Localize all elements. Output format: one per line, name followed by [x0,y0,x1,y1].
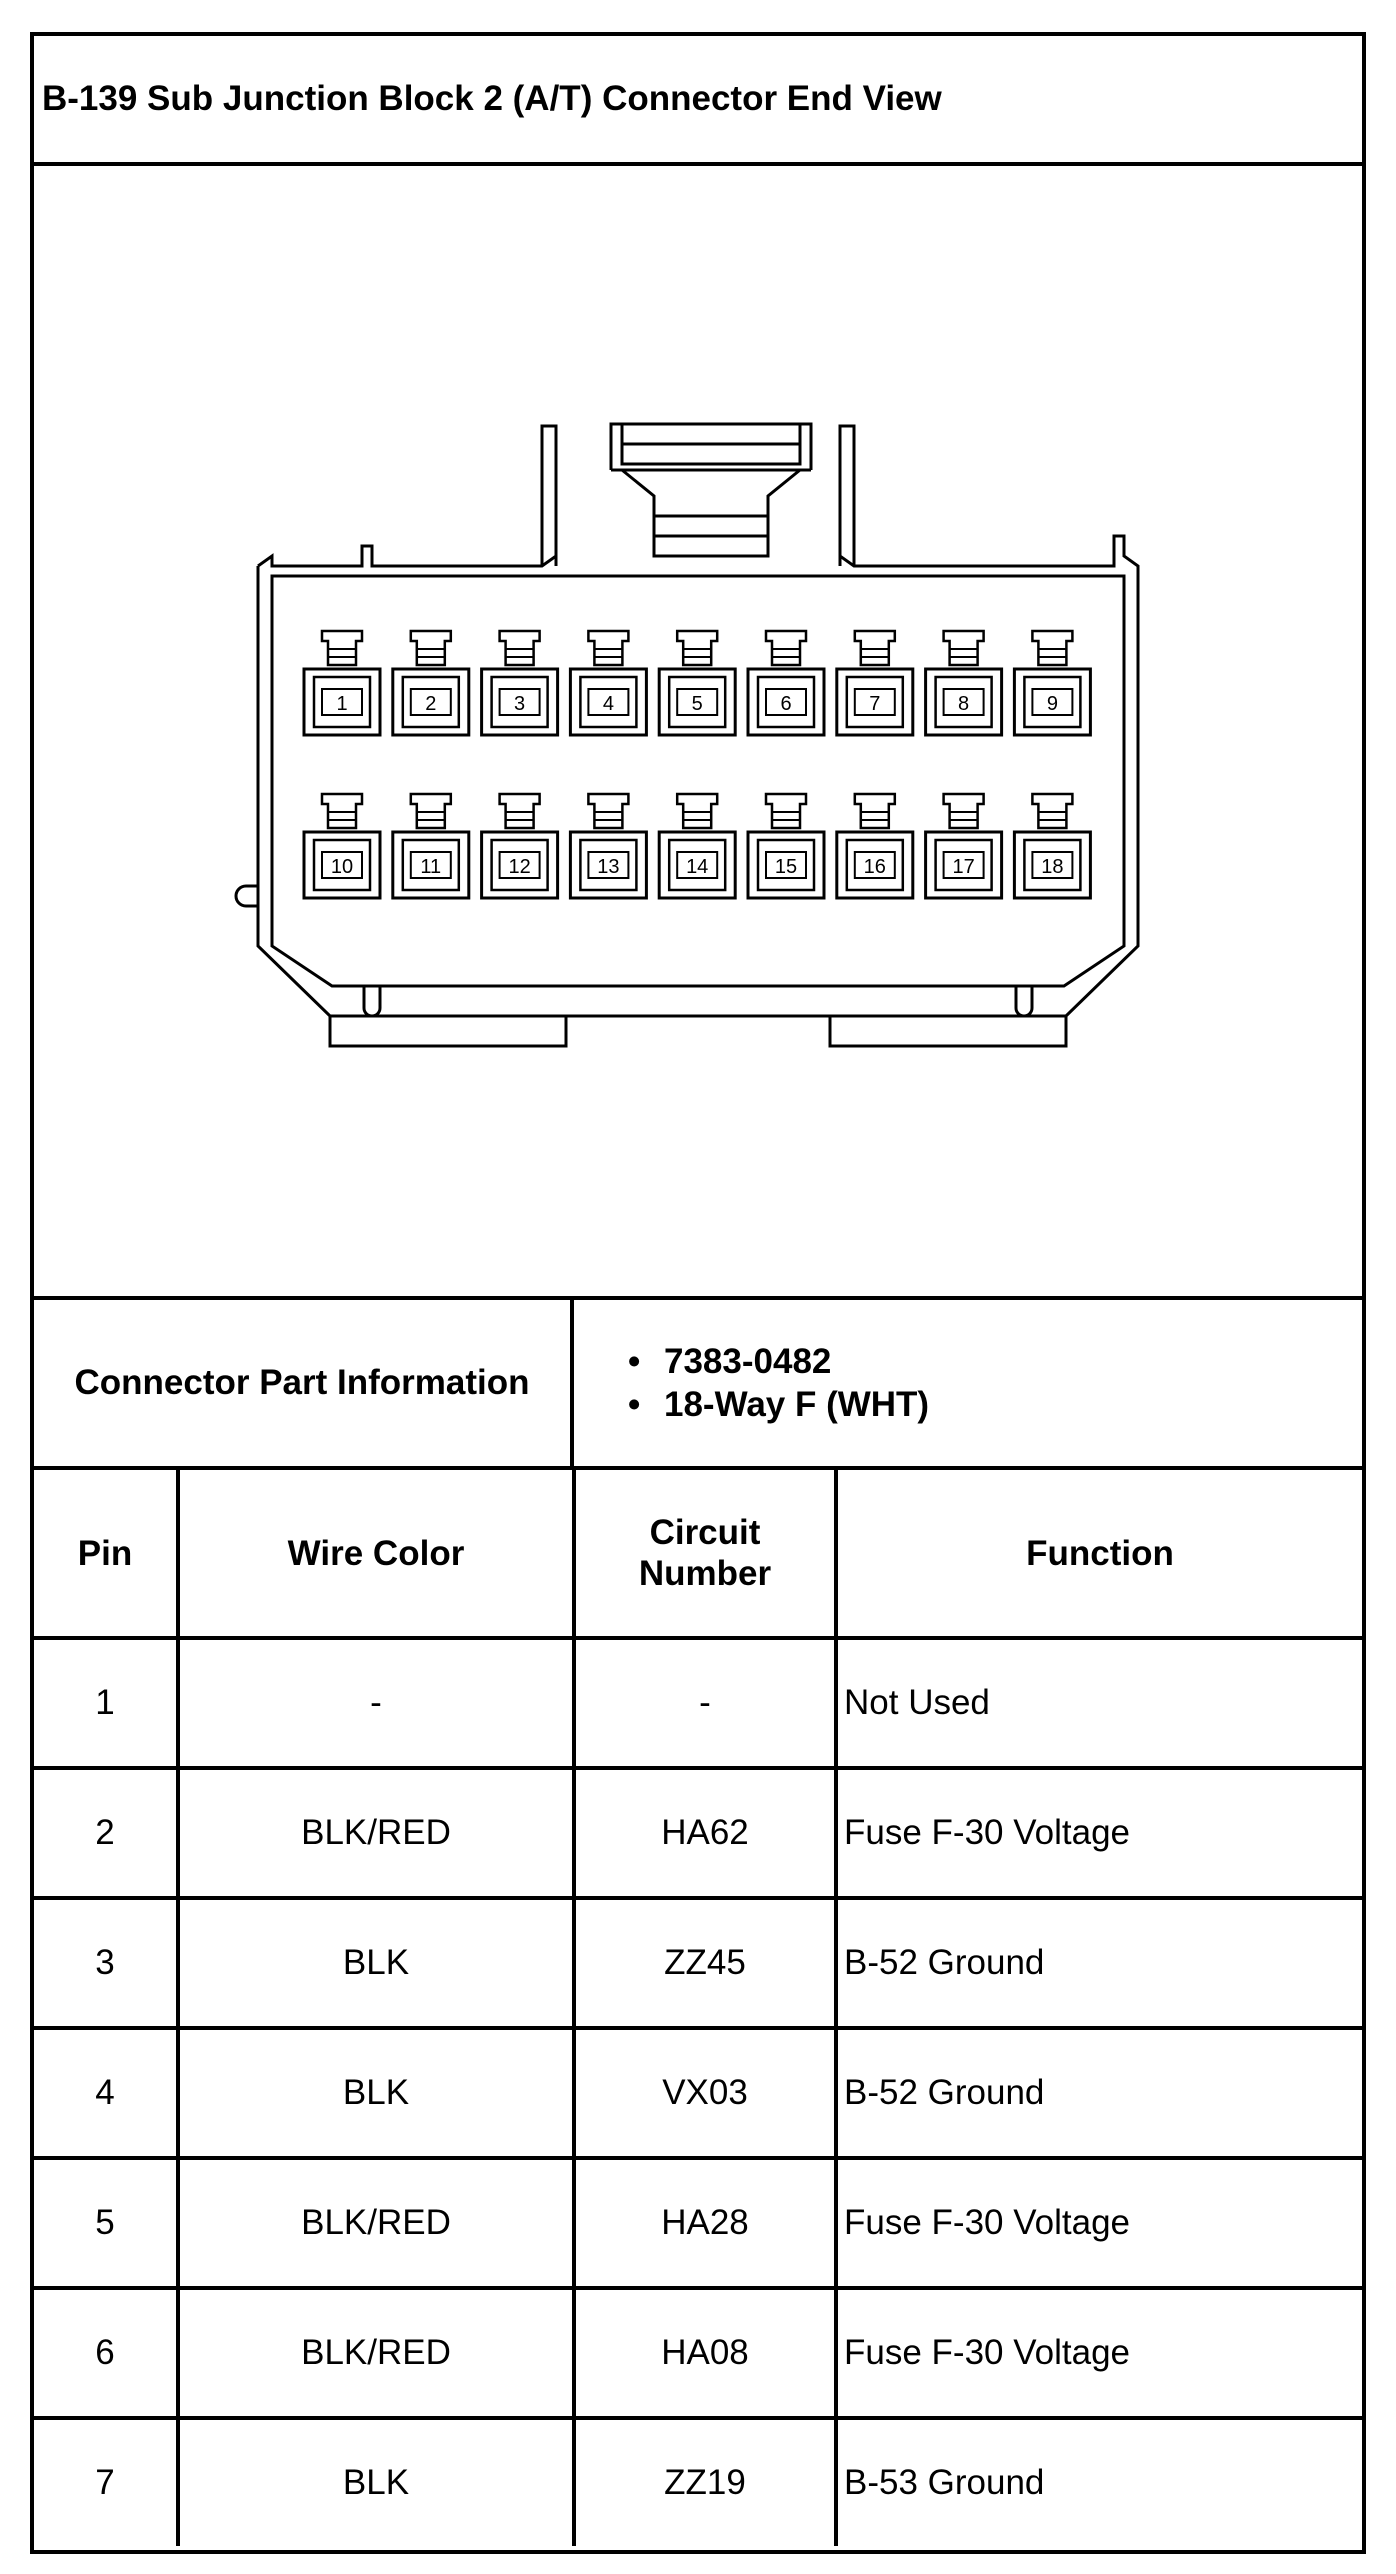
part-description-text: 18-Way F (WHT) [664,1385,930,1424]
cell-function: Fuse F-30 Voltage [836,2158,1362,2288]
cell-circuit: ZZ19 [574,2418,836,2546]
connector-body [258,536,1138,1016]
pin-number-label: 11 [420,856,442,878]
pin-cavity-5 [659,631,735,735]
cell-wire-color: BLK/RED [178,1768,574,1898]
left-post [542,426,556,566]
side-nub [236,886,258,906]
pin-cavity-18 [1014,794,1090,898]
table-row [34,2288,1362,2418]
pin-cavity-13 [570,794,646,898]
pin-cavity-17 [926,794,1002,898]
cell-circuit: - [574,1638,836,1768]
header-circuit-line1: Circuit [649,1513,761,1552]
pin-cavity-9 [1014,631,1090,735]
inner-body [272,576,1124,986]
cell-circuit: ZZ45 [574,1898,836,2028]
table-row [34,2028,1362,2158]
cell-pin: 6 [34,2288,178,2418]
cell-circuit: HA08 [574,2288,836,2418]
cell-wire-color: - [178,1638,574,1768]
pin-number-label: 12 [508,856,531,878]
pin-cavity-11 [393,794,469,898]
latch-stem [622,470,800,556]
cell-pin: 1 [34,1638,178,1768]
cell-function: B-52 Ground [836,2028,1362,2158]
header-wire-color: Wire Color [178,1470,574,1638]
cell-pin: 3 [34,1898,178,2028]
pin-number-label: 2 [425,693,437,715]
pin-number-label: 18 [1041,856,1064,878]
latch-inner [622,424,800,464]
table-row [34,1898,1362,2028]
pin-number-label: 7 [869,693,881,715]
cell-pin: 2 [34,1768,178,1898]
cell-function: Fuse F-30 Voltage [836,2288,1362,2418]
cell-pin: 7 [34,2418,178,2546]
title-row [34,36,1362,166]
header-circuit-number [574,1470,836,1638]
cell-function: B-52 Ground [836,1898,1362,2028]
connector-part-info-row [34,1300,1362,1470]
pin-number-label: 6 [780,693,792,715]
table-row [34,2418,1362,2546]
pin-number-label: 3 [514,693,526,715]
cell-function: B-53 Ground [836,2418,1362,2546]
pin-number-label: 5 [691,693,703,715]
right-post [840,426,854,566]
right-foot [830,1016,1066,1046]
pin-number-label: 8 [958,693,970,715]
pin-cavity-7 [837,631,913,735]
pin-cavities [304,631,1090,898]
connector-sheet [30,32,1366,2554]
pin-cavity-16 [837,794,913,898]
page-title: B-139 Sub Junction Block 2 (A/T) Connector End View [42,79,942,118]
pin-number-label: 10 [330,856,354,878]
latch-stem-lines [654,516,768,536]
cell-wire-color: BLK/RED [178,2158,574,2288]
part-number [628,1340,1362,1383]
pin-cavity-12 [482,794,558,898]
pin-cavity-14 [659,794,735,898]
cell-function: Not Used [836,1638,1362,1768]
header-function: Function [836,1470,1362,1638]
part-info-label: Connector Part Information [34,1300,574,1466]
table-header-row [34,1470,1362,1638]
cell-pin: 5 [34,2158,178,2288]
pin-cavity-10 [304,794,380,898]
bullet-icon: • [628,1342,641,1381]
pin-cavity-4 [570,631,646,735]
table-row [34,2158,1362,2288]
pin-number-label: 13 [597,856,620,878]
pin-number-label: 14 [686,856,709,878]
cell-function: Fuse F-30 Voltage [836,1768,1362,1898]
table-row [34,1638,1362,1768]
cell-wire-color: BLK [178,1898,574,2028]
bullet-icon: • [628,1385,641,1424]
connector-end-view-diagram [34,166,1362,1296]
part-description [628,1383,1362,1426]
header-circuit-line2: Number [638,1554,772,1593]
pin-number-label: 15 [774,856,798,878]
pin-number-label: 1 [336,693,348,715]
cell-wire-color: BLK [178,2418,574,2546]
pin-number-label: 9 [1046,693,1058,715]
pin-cavity-3 [482,631,558,735]
cell-circuit: HA28 [574,2158,836,2288]
pin-cavity-1 [304,631,380,735]
cell-pin: 4 [34,2028,178,2158]
pin-cavity-15 [748,794,824,898]
pin-number-label: 4 [602,693,614,715]
cell-circuit: HA62 [574,1768,836,1898]
cell-wire-color: BLK/RED [178,2288,574,2418]
pin-number-label: 16 [863,856,886,878]
pinout-table [34,1470,1362,2546]
cell-wire-color: BLK [178,2028,574,2158]
pin-cavity-6 [748,631,824,735]
left-foot [330,1016,566,1046]
left-clip [364,986,380,1016]
pin-number-label: 17 [952,856,975,878]
right-clip [1016,986,1032,1016]
pin-cavity-8 [926,631,1002,735]
part-info-values [574,1300,1362,1466]
pin-cavity-2 [393,631,469,735]
part-number-text: 7383-0482 [664,1342,832,1381]
cell-circuit: VX03 [574,2028,836,2158]
connector-diagram-panel [34,166,1362,1300]
table-row [34,1768,1362,1898]
header-pin: Pin [34,1470,178,1638]
